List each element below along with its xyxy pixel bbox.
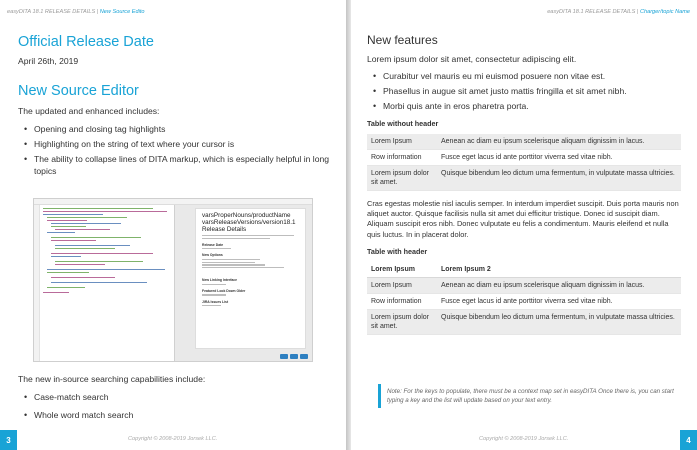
table-cell: Lorem ipsum dolor sit amet. — [367, 309, 437, 334]
running-header-link[interactable]: New Source Edito — [99, 9, 145, 15]
screenshot-buttons — [280, 354, 308, 359]
search-feature-list — [18, 391, 332, 421]
note-box: Note: For the keys to populate, there must be a context map set in easyDITA Once there is, you can start typing a key and the list will update based on your text entry. — [378, 384, 681, 408]
table-header-cell: Lorem Ipsum 2 — [437, 262, 681, 278]
screenshot-code-pane — [34, 205, 174, 361]
preview-title: varsReleaseVersions/version18.1 — [202, 218, 296, 226]
table-cell: Lorem Ipsum — [367, 134, 437, 150]
release-date-heading: Official Release Date — [18, 34, 154, 50]
release-date: April 26th, 2019 — [18, 56, 79, 66]
copyright: Copyright © 2008-2019 Jorsek LLC. — [479, 436, 569, 442]
table-header-cell: Lorem Ipsum — [367, 262, 437, 278]
table-cell: Lorem Ipsum — [367, 277, 437, 293]
list-item: • Highlighting on the string of text where your cursor is — [18, 138, 332, 150]
table-header-row — [367, 262, 681, 278]
running-header: easyDITA 18.1 RELEASE DETAILS | Charger/topic Name — [547, 9, 690, 15]
editor-heading: New Source Editor — [18, 83, 139, 99]
preview-section: Featured Look Down Older — [202, 288, 246, 293]
table-cell: Fusce eget lacus id ante porttitor viverra sed vitae nibh. — [441, 297, 613, 305]
table-row — [367, 166, 681, 191]
list-item: • Whole word match search — [18, 409, 332, 421]
table-row — [367, 293, 681, 309]
source-editor-screenshot — [33, 198, 313, 362]
features-section — [367, 33, 681, 335]
table-cell: Row information — [371, 154, 422, 161]
page-number: 3 — [0, 430, 17, 450]
list-item: • Curabitur vel mauris eu mi euismod posuere non vitae est. — [367, 70, 681, 82]
preview-title: Release Details — [202, 225, 247, 233]
features-intro: Lorem ipsum dolor sit amet, consectetur adipiscing elit. — [367, 54, 577, 64]
preview-section: New Linking Interface — [202, 278, 238, 283]
table-without-header — [367, 134, 681, 191]
list-item: • Case-match search — [18, 391, 332, 403]
screenshot-preview-pane — [174, 205, 312, 361]
list-item: • Morbi quis ante in eros pharetra porta. — [367, 100, 681, 112]
preview-section: JIRA Issues List — [202, 299, 229, 304]
list-item: • Phasellus in augue sit amet justo mattis fringilla et sit amet nibh. — [367, 85, 681, 97]
table-cell: Row information — [371, 297, 422, 305]
running-header-link[interactable]: Charger/topic Name — [639, 9, 690, 15]
features-list — [367, 70, 681, 112]
screenshot-preview-page — [195, 208, 306, 349]
features-heading: New features — [367, 33, 438, 47]
table-cell: Aenean ac diam eu ipsum scelerisque aliquam dignissim in lacus. — [437, 277, 681, 293]
running-header: easyDITA 18.1 RELEASE DETAILS | New Source Edito — [7, 9, 145, 15]
preview-title: varsProperNouns/productName — [202, 212, 291, 219]
table-cell: Aenean ac diam eu ipsum scelerisque aliquam dignissim in lacus. — [437, 134, 681, 150]
table-row — [367, 150, 681, 166]
table-row — [367, 309, 681, 334]
editor-feature-list — [18, 123, 332, 177]
table2-title: Table with header — [367, 246, 428, 256]
table-cell: Lorem ipsum dolor sit amet. — [367, 166, 437, 191]
page-number: 4 — [680, 430, 697, 450]
preview-section: New Options — [202, 253, 223, 258]
table-cell: Quisque bibendum leo dictum urna fermentum, in vulputate massa ultricies. — [437, 309, 681, 334]
search-intro: The new in-source searching capabilities include: — [18, 374, 206, 384]
list-item: • Opening and closing tag highlights — [18, 123, 332, 135]
right-page — [351, 0, 697, 450]
body-paragraph: Cras egestas molestie nisl iaculis semper. In interdum imperdiet suscipit. Duis porta mauris non aliquet auctor. Quisque facilisis nulla sit amet dui efficitur tristique. Donec id suscipit diam. Aliquam suscipit eros nibh. Donec vulputate eu felis a condimentum. Mauris eleifend et nulla quis luctus. In in placerat dolor. — [367, 199, 679, 239]
table-row — [367, 134, 681, 150]
editor-intro: The updated and enhanced includes: — [18, 106, 160, 116]
table-cell: Fusce eget lacus id ante porttitor viverra sed vitae nibh. — [441, 154, 613, 161]
table-with-header — [367, 262, 681, 335]
table-row — [367, 277, 681, 293]
table-cell: Quisque bibendum leo dictum urna fermentum, in vulputate massa ultricies. — [437, 166, 681, 191]
left-page — [0, 0, 346, 450]
copyright: Copyright © 2008-2019 Jorsek LLC. — [128, 436, 218, 442]
table1-title: Table without header — [367, 119, 439, 128]
search-section — [18, 373, 332, 424]
release-section — [18, 33, 332, 67]
list-item: • The ability to collapse lines of DITA markup, which is especially helpful in long topics — [18, 153, 332, 177]
editor-section — [18, 82, 332, 180]
preview-section: Release Date — [202, 242, 224, 247]
